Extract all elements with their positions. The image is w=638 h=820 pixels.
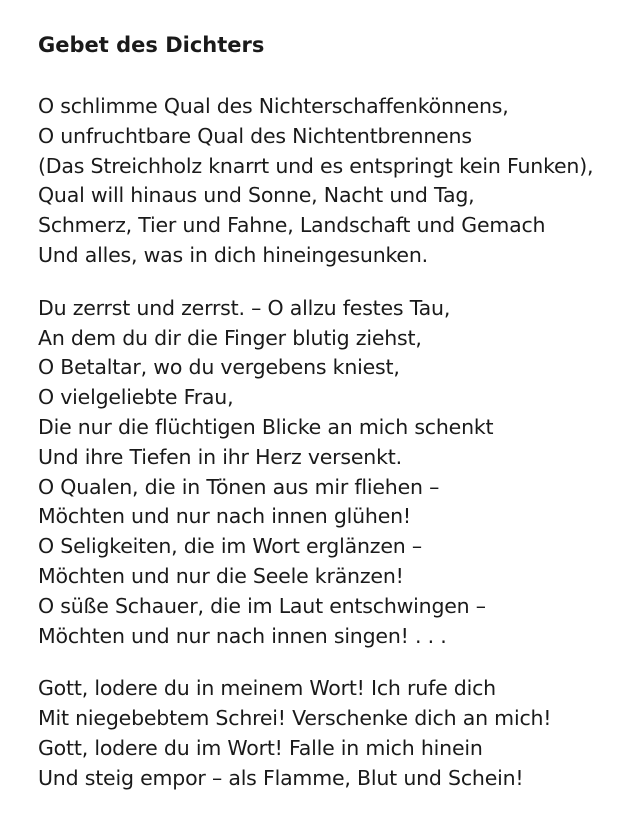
poem-line: O süße Schauer, die im Laut entschwingen – [38,593,486,618]
poem-line: Schmerz, Tier und Fahne, Landschaft und Gemach [38,213,546,238]
poem-line: Mit niegebebtem Schrei! Verschenke dich an mich! [38,706,552,731]
stanza-1 [38,92,628,271]
poem-line: An dem du dir die Finger blutig ziehst, [38,325,422,350]
poem-line: O schlimme Qual des Nichterschaffenkönnens, [38,94,509,118]
poem-line: Qual will hinaus und Sonne, Nacht und Tag, [38,183,475,208]
poem-line: Die nur die flüchtigen Blicke an mich schenkt [38,414,494,439]
poem-line: O vielgeliebte Frau, [38,385,234,410]
stanza-3 [38,674,628,793]
poem-line: (Das Streichholz knarrt und es entspringt kein Funken), [38,153,594,178]
stanza-2 [38,294,628,652]
poem-line: Und alles, was in dich hineingesunken. [38,242,428,267]
poem-line: Möchten und nur nach innen glühen! [38,504,411,529]
poem-line: Gott, lodere du in meinem Wort! Ich rufe dich [38,676,496,701]
poem-line: Gott, lodere du im Wort! Falle in mich hinein [38,735,483,760]
poem-title: Gebet des Dichters [38,33,265,57]
poem-line: Du zerrst und zerrst. – O allzu festes Tau, [38,295,451,320]
poem-line: O Qualen, die in Tönen aus mir fliehen – [38,474,440,499]
poem-line: O Betaltar, wo du vergebens kniest, [38,355,400,380]
poem-line: O Seligkeiten, die im Wort erglänzen – [38,534,422,559]
poem-line: Und steig empor – als Flamme, Blut und Schein! [38,765,524,790]
poem-line: Möchten und nur nach innen singen! . . . [38,623,447,648]
poem-line: O unfruchtbare Qual des Nichtentbrennens [38,123,472,148]
poem [38,30,628,817]
poem-line: Und ihre Tiefen in ihr Herz versenkt. [38,444,402,469]
poem-line: Möchten und nur die Seele kränzen! [38,563,404,588]
